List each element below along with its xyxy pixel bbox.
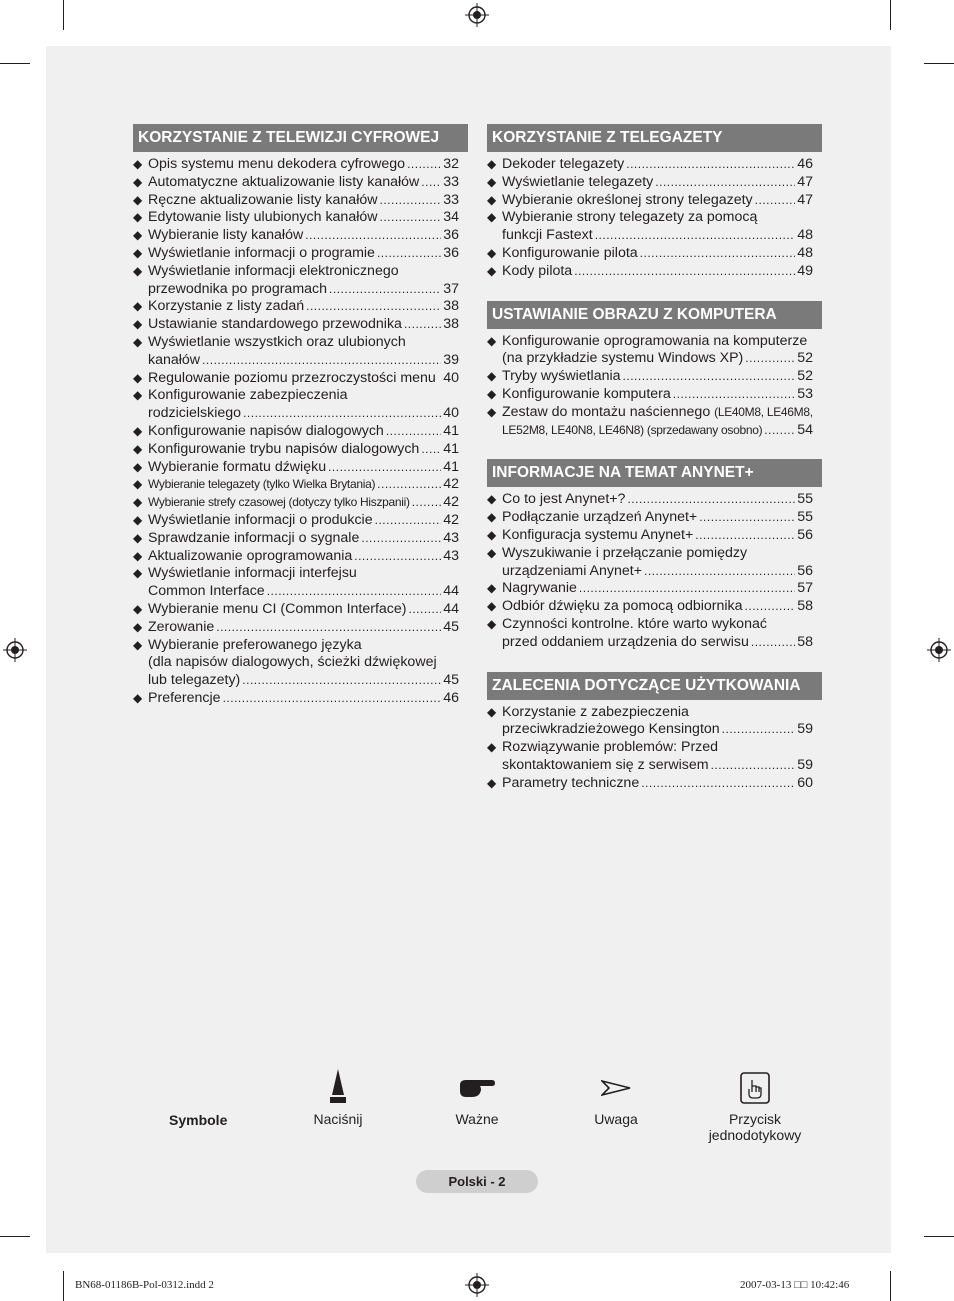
dot-leader <box>655 174 795 192</box>
toc-entry <box>133 334 468 370</box>
symbol-label: Uwaga <box>594 1111 638 1127</box>
press-icon <box>328 1069 348 1107</box>
dot-leader <box>328 459 441 477</box>
diamond-bullet-icon: ◆ <box>133 477 143 492</box>
one-touch-button-icon <box>740 1072 770 1104</box>
diamond-bullet-icon: ◆ <box>487 581 497 596</box>
diamond-bullet-icon: ◆ <box>133 263 143 278</box>
dot-leader <box>623 368 796 386</box>
crop-mark <box>0 1236 30 1237</box>
toc-entry <box>133 690 468 708</box>
toc-entry-list <box>133 152 468 708</box>
diamond-bullet-icon: ◆ <box>133 530 143 545</box>
symbol-important <box>437 1066 517 1127</box>
toc-entry <box>133 476 468 494</box>
entry-title: Tryby wyświetlania <box>502 368 621 385</box>
dot-leader <box>640 245 796 263</box>
toc-entry <box>133 459 468 477</box>
diamond-bullet-icon: ◆ <box>133 601 143 616</box>
entry-title: Wyświetlanie informacji o produkcie <box>148 511 373 528</box>
toc-section <box>133 124 468 708</box>
dot-leader <box>386 423 441 441</box>
entry-title: Konfigurowanie oprogramowania na komputerze <box>502 332 808 349</box>
diamond-bullet-icon: ◆ <box>133 388 143 403</box>
entry-title: Odbiór dźwięku za pomocą odbiornika <box>502 598 743 615</box>
toc-entry <box>133 263 468 299</box>
dot-leader <box>673 386 795 404</box>
diamond-bullet-icon: ◆ <box>133 174 143 189</box>
crop-mark <box>63 1271 64 1301</box>
page-number: 43 <box>443 529 459 546</box>
toc-entry <box>487 174 822 192</box>
toc-entry <box>133 192 468 210</box>
section-heading: INFORMACJE NA TEMAT ANYNET+ <box>487 459 822 487</box>
page-number: 55 <box>797 509 813 526</box>
toc-entry <box>487 704 822 740</box>
page-number: 45 <box>443 672 459 689</box>
toc-entry <box>487 545 822 581</box>
dot-leader <box>695 527 795 545</box>
toc-entry <box>487 580 822 598</box>
toc-entry <box>487 245 822 263</box>
toc-entry <box>487 527 822 545</box>
toc-right-column <box>487 124 822 813</box>
page-number: 34 <box>443 209 459 226</box>
diamond-bullet-icon: ◆ <box>133 370 143 385</box>
entry-title: przewodnika po programach <box>148 280 328 297</box>
toc-entry-list <box>487 152 822 281</box>
crop-mark <box>0 63 30 64</box>
registration-mark-icon <box>3 638 27 662</box>
toc-entry <box>133 370 468 388</box>
entry-title: Wybieranie określonej strony telegazety <box>502 191 753 208</box>
toc-section <box>487 459 822 651</box>
symbols-title: Symbole <box>169 1112 228 1128</box>
toc-entry-list <box>487 487 822 651</box>
arrow-note-icon <box>601 1080 631 1096</box>
entry-title: Ustawianie standardowego przewodnika <box>148 316 402 333</box>
dot-leader <box>626 156 795 174</box>
toc-entry <box>133 423 468 441</box>
page-number: 44 <box>443 583 459 600</box>
dot-leader <box>764 422 795 440</box>
toc-left-column <box>133 124 468 728</box>
entry-title: Wyświetlanie wszystkich oraz ulubionych <box>148 333 406 350</box>
crop-mark <box>63 0 64 30</box>
toc-section <box>487 301 822 440</box>
entry-title: Sprawdzanie informacji o sygnale <box>148 529 360 546</box>
page-number: 42 <box>443 494 459 511</box>
dot-leader <box>421 174 441 192</box>
entry-title: (dla napisów dialogowych, ścieżki dźwiękowej <box>148 654 437 671</box>
diamond-bullet-icon: ◆ <box>133 299 143 314</box>
entry-title: Wybieranie telegazety (tylko Wielka Brytania) <box>148 477 376 492</box>
section-heading: KORZYSTANIE Z TELEGAZETY <box>487 124 822 152</box>
dot-leader <box>306 298 441 316</box>
page-number: 33 <box>443 191 459 208</box>
dot-leader <box>243 405 441 423</box>
diamond-bullet-icon: ◆ <box>133 495 143 510</box>
entry-title: kanałów <box>148 351 201 368</box>
page-number: 59 <box>797 756 813 773</box>
dot-leader <box>579 580 795 598</box>
entry-title: Rozwiązywanie problemów: Przed <box>502 739 719 756</box>
crop-mark <box>890 1271 891 1301</box>
entry-title: skontaktowaniem się z serwisem <box>502 756 709 773</box>
symbol-label: Ważne <box>455 1111 499 1127</box>
page-number: 47 <box>797 191 813 208</box>
page-number: 36 <box>443 227 459 244</box>
entry-title: Wyszukiwanie i przełączanie pomiędzy <box>502 544 748 561</box>
crop-mark <box>890 0 891 30</box>
diamond-bullet-icon: ◆ <box>487 404 497 419</box>
entry-title: Wybieranie listy kanałów <box>148 227 304 244</box>
entry-title: (na przykładzie systemu Windows XP) <box>502 350 744 367</box>
toc-entry <box>133 565 468 601</box>
entry-title: Konfiguracja systemu Anynet+ <box>502 526 694 543</box>
entry-title: Czynności kontrolne. które warto wykonać <box>502 615 767 632</box>
dot-leader <box>407 156 441 174</box>
dot-leader <box>574 263 795 281</box>
pointing-hand-icon <box>458 1077 496 1099</box>
entry-title: Zerowanie <box>148 618 215 635</box>
diamond-bullet-icon: ◆ <box>487 245 497 260</box>
toc-entry <box>487 598 822 616</box>
page-number: 32 <box>443 156 459 172</box>
diamond-bullet-icon: ◆ <box>487 263 497 278</box>
dot-leader <box>595 227 796 245</box>
toc-entry <box>487 616 822 652</box>
entry-title: funkcji Fastext <box>502 227 593 244</box>
toc-entry <box>487 333 822 369</box>
diamond-bullet-icon: ◆ <box>487 333 497 348</box>
diamond-bullet-icon: ◆ <box>133 637 143 652</box>
entry-title: LE52M8, LE40N8, LE46N8) (sprzedawany osobno) <box>502 422 763 437</box>
toc-entry <box>133 441 468 459</box>
symbol-label: Naciśnij <box>313 1111 363 1127</box>
page-number: 56 <box>797 562 813 579</box>
entry-title: Parametry techniczne <box>502 774 640 791</box>
dot-leader <box>375 512 442 530</box>
entry-title: Dekoder telegazety <box>502 156 625 172</box>
page-number: 49 <box>797 262 813 279</box>
page-number: 46 <box>443 689 459 706</box>
diamond-bullet-icon: ◆ <box>133 548 143 563</box>
diamond-bullet-icon: ◆ <box>133 245 143 260</box>
dot-leader <box>751 634 795 652</box>
slug-file: BN68-01186B-Pol-0312.indd 2 <box>75 1279 214 1291</box>
dot-leader <box>412 494 442 512</box>
page-number: 36 <box>443 244 459 261</box>
crop-mark <box>924 63 954 64</box>
crop-mark <box>924 1236 954 1237</box>
entry-title: Aktualizowanie oprogramowania <box>148 547 353 564</box>
diamond-bullet-icon: ◆ <box>133 690 143 705</box>
toc-entry <box>487 509 822 527</box>
toc-entry <box>487 263 822 281</box>
diamond-bullet-icon: ◆ <box>133 334 143 349</box>
dot-leader <box>404 316 441 334</box>
page-number: 56 <box>797 526 813 543</box>
dot-leader <box>627 491 795 509</box>
page-number: 43 <box>443 547 459 564</box>
entry-title: Konfigurowanie trybu napisów dialogowych <box>148 440 420 457</box>
toc-entry <box>133 601 468 619</box>
toc-entry <box>133 530 468 548</box>
symbol-label: Przycisk <box>728 1111 782 1127</box>
entry-title: przed oddaniem urządzenia do serwisu <box>502 633 749 650</box>
toc-entry <box>133 245 468 263</box>
registration-mark-icon <box>465 3 489 27</box>
dot-leader <box>329 281 441 299</box>
dot-leader <box>267 583 442 601</box>
section-heading: ZALECENIA DOTYCZĄCE UŻYTKOWANIA <box>487 672 822 700</box>
slug-date: 2007-03-13 □□ 10:42:46 <box>740 1279 850 1291</box>
page-number: 38 <box>443 316 459 333</box>
entry-title: Automatyczne aktualizowanie listy kanałów <box>148 173 420 190</box>
symbol-press <box>298 1066 378 1127</box>
page-number: 40 <box>443 405 459 422</box>
dot-leader <box>722 721 796 739</box>
dot-leader <box>379 192 441 210</box>
symbol-label-line2: jednodotykowy <box>708 1127 802 1143</box>
entry-title: Konfigurowanie zabezpieczenia <box>148 387 348 404</box>
dot-leader <box>421 441 441 459</box>
toc-entry <box>487 192 822 210</box>
dot-leader <box>202 352 441 370</box>
dot-leader <box>641 775 795 793</box>
page-number: 44 <box>443 600 459 617</box>
toc-entry <box>487 386 822 404</box>
toc-entry <box>133 512 468 530</box>
dot-leader <box>223 690 442 708</box>
diamond-bullet-icon: ◆ <box>487 599 497 614</box>
entry-title: Korzystanie z zabezpieczenia <box>502 703 689 720</box>
dot-leader <box>361 530 441 548</box>
diamond-bullet-icon: ◆ <box>487 510 497 525</box>
diamond-bullet-icon: ◆ <box>487 740 497 755</box>
page-number: 41 <box>443 422 459 439</box>
diamond-bullet-icon: ◆ <box>487 704 497 719</box>
entry-title: Opis systemu menu dekodera cyfrowego <box>148 156 406 172</box>
page-number: 59 <box>797 721 813 738</box>
toc-entry-list <box>487 329 822 440</box>
entry-title: Wybieranie formatu dźwięku <box>148 458 327 475</box>
toc-entry <box>133 619 468 637</box>
toc-entry <box>133 387 468 423</box>
dot-leader <box>216 619 441 637</box>
section-heading: USTAWIANIE OBRAZU Z KOMPUTERA <box>487 301 822 329</box>
diamond-bullet-icon: ◆ <box>487 192 497 207</box>
section-heading: KORZYSTANIE Z TELEWIZJI CYFROWEJ <box>133 124 468 152</box>
toc-section <box>487 124 822 281</box>
diamond-bullet-icon: ◆ <box>133 619 143 634</box>
diamond-bullet-icon: ◆ <box>487 616 497 631</box>
entry-title: przeciwkradzieżowego Kensington <box>502 721 720 738</box>
page-number: 55 <box>797 491 813 508</box>
toc-entry <box>487 775 822 793</box>
page-number: 52 <box>797 368 813 385</box>
toc-entry <box>487 209 822 245</box>
diamond-bullet-icon: ◆ <box>487 210 497 225</box>
diamond-bullet-icon: ◆ <box>487 775 497 790</box>
dot-leader <box>755 192 796 210</box>
diamond-bullet-icon: ◆ <box>487 545 497 560</box>
page-number: 33 <box>443 173 459 190</box>
dot-leader <box>354 548 441 566</box>
entry-title: Wybieranie strefy czasowej (dotyczy tylko Hiszpanii) <box>148 495 410 510</box>
diamond-bullet-icon: ◆ <box>133 317 143 332</box>
diamond-bullet-icon: ◆ <box>487 174 497 189</box>
toc-entry <box>133 227 468 245</box>
toc-section <box>487 672 822 793</box>
toc-entry <box>133 637 468 690</box>
page-number-pill: Polski - 2 <box>416 1170 538 1193</box>
entry-title: Wyświetlanie informacji o programie <box>148 244 375 261</box>
entry-title: urządzeniami Anynet+ <box>502 562 642 579</box>
page-number: 60 <box>797 774 813 791</box>
toc-entry <box>487 739 822 775</box>
dot-leader <box>377 245 441 263</box>
symbol-one-touch <box>700 1066 810 1143</box>
registration-mark-icon <box>465 1273 489 1297</box>
page-number: 42 <box>443 476 459 493</box>
entry-title: Wyświetlanie telegazety <box>502 173 654 190</box>
entry-title: Kody pilota <box>502 262 573 279</box>
diamond-bullet-icon: ◆ <box>487 157 497 171</box>
dot-leader <box>699 509 795 527</box>
page-number: 48 <box>797 244 813 261</box>
entry-title: Preferencje <box>148 689 221 706</box>
symbol-note <box>576 1066 656 1127</box>
entry-title: Konfigurowanie pilota <box>502 244 638 261</box>
toc-entry <box>133 494 468 512</box>
diamond-bullet-icon: ◆ <box>133 192 143 207</box>
entry-title: Edytowanie listy ulubionych kanałów <box>148 209 378 226</box>
diamond-bullet-icon: ◆ <box>133 210 143 225</box>
registration-mark-icon <box>927 638 951 662</box>
diamond-bullet-icon: ◆ <box>133 459 143 474</box>
dot-leader <box>305 227 441 245</box>
diamond-bullet-icon: ◆ <box>133 566 143 581</box>
page-number: 42 <box>443 511 459 528</box>
entry-title: Konfigurowanie komputera <box>502 385 671 402</box>
diamond-bullet-icon: ◆ <box>133 228 143 243</box>
page-number: 39 <box>443 351 459 368</box>
entry-title: Ręczne aktualizowanie listy kanałów <box>148 191 378 208</box>
page-number: 38 <box>443 298 459 315</box>
toc-entry <box>487 404 822 440</box>
page-number: 37 <box>443 280 459 297</box>
entry-title: Co to jest Anynet+? <box>502 491 626 508</box>
toc-entry <box>487 156 822 174</box>
page-number: 58 <box>797 598 813 615</box>
dot-leader <box>711 757 796 775</box>
page-number: 54 <box>797 421 813 438</box>
dot-leader <box>377 476 441 494</box>
toc-entry <box>487 368 822 386</box>
toc-entry <box>133 174 468 192</box>
dot-leader <box>409 601 442 619</box>
diamond-bullet-icon: ◆ <box>133 157 143 171</box>
diamond-bullet-icon: ◆ <box>487 527 497 542</box>
toc-entry <box>133 548 468 566</box>
symbols-legend <box>0 1066 954 1156</box>
page-number: 41 <box>443 458 459 475</box>
toc-entry <box>133 316 468 334</box>
page-number: 57 <box>797 580 813 597</box>
diamond-bullet-icon: ◆ <box>487 369 497 384</box>
dot-leader <box>745 350 795 368</box>
diamond-bullet-icon: ◆ <box>133 441 143 456</box>
page-number: 40 <box>443 369 459 386</box>
toc-entry <box>133 298 468 316</box>
page-number: 45 <box>443 618 459 635</box>
toc-entry <box>133 209 468 227</box>
entry-title: lub telegazety) <box>148 672 241 689</box>
entry-title: Wybieranie preferowanego języka <box>148 636 362 653</box>
dot-leader <box>745 598 796 616</box>
dot-leader <box>380 209 442 227</box>
toc-entry <box>487 491 822 509</box>
page-number: 52 <box>797 350 813 367</box>
entry-title: Konfigurowanie napisów dialogowych <box>148 422 384 439</box>
toc-entry <box>133 156 468 174</box>
entry-title: Wyświetlanie informacji elektronicznego <box>148 262 399 279</box>
entry-title: Podłączanie urządzeń Anynet+ <box>502 509 698 526</box>
entry-title: rodzicielskiego <box>148 405 242 422</box>
dot-leader <box>644 563 795 581</box>
entry-title: Regulowanie poziomu przezroczystości menu <box>148 369 436 386</box>
diamond-bullet-icon: ◆ <box>133 423 143 438</box>
diamond-bullet-icon: ◆ <box>487 492 497 507</box>
entry-title: Wybieranie strony telegazety za pomocą <box>502 209 758 226</box>
page-number: 53 <box>797 385 813 402</box>
entry-title: Nagrywanie <box>502 580 577 597</box>
toc-entry-list <box>487 700 822 793</box>
entry-title: Zestaw do montażu naściennego (LE40M8, LE46M8, <box>502 403 813 420</box>
entry-title: Wyświetlanie informacji interfejsu <box>148 565 357 582</box>
page-number: 41 <box>443 440 459 457</box>
page-number: 58 <box>797 633 813 650</box>
entry-title: Common Interface <box>148 583 265 600</box>
page-number: 47 <box>797 173 813 190</box>
entry-title: Wybieranie menu CI (Common Interface) <box>148 600 407 617</box>
page-number: 46 <box>797 156 813 172</box>
diamond-bullet-icon: ◆ <box>487 386 497 401</box>
page-number: 48 <box>797 227 813 244</box>
dot-leader <box>242 672 441 690</box>
entry-title: Korzystanie z listy zadań <box>148 298 305 315</box>
diamond-bullet-icon: ◆ <box>133 512 143 527</box>
